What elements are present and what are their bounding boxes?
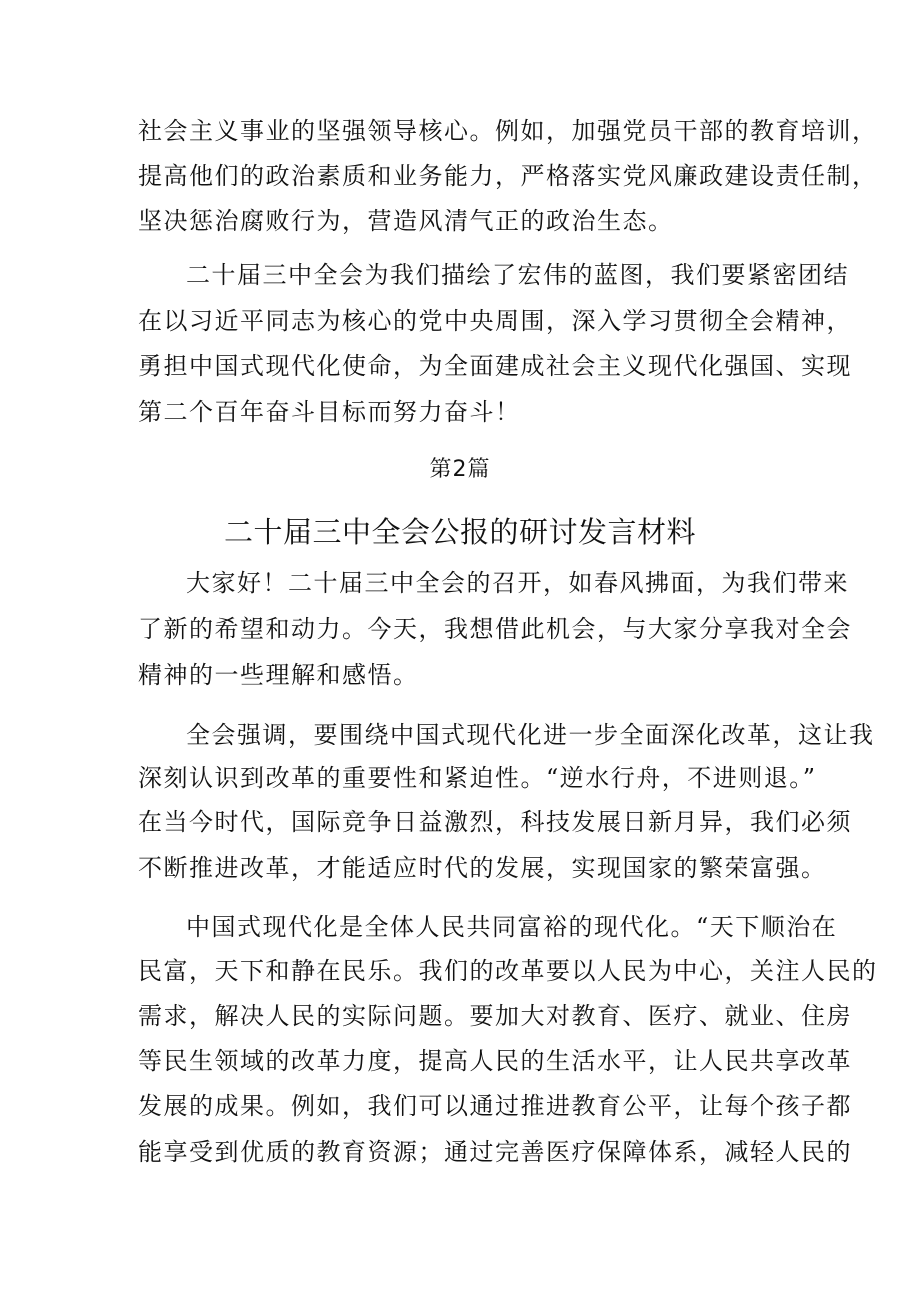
paragraph-line: 在当今时代，国际竞争日益激烈，科技发展日新月异，我们必须 — [138, 808, 852, 836]
section-label: 第2篇 — [429, 457, 491, 482]
paragraph-line: 提高他们的政治素质和业务能力，严格落实党风廉政建设责任制， — [138, 162, 878, 190]
paragraph-line: 社会主义事业的坚强领导核心。例如，加强党员干部的教育培训， — [138, 117, 878, 145]
paragraph-line: 第二个百年奋斗目标而努力奋斗！ — [138, 398, 521, 426]
paragraph-line: 民富，天下和静在民乐。我们的改革要以人民为中心，关注人民的 — [138, 957, 878, 985]
paragraph-line: 不断推进改革，才能适应时代的发展，实现国家的繁荣富强。 — [138, 854, 827, 882]
paragraph-line: 了新的希望和动力。今天，我想借此机会，与大家分享我对全会 — [138, 615, 852, 643]
paragraph-line: 在以习近平同志为核心的党中央周围，深入学习贯彻全会精神， — [138, 307, 852, 335]
paragraph-line: 深刻认识到改革的重要性和紧迫性。“逆水行舟，不进则退。” — [138, 764, 817, 792]
paragraph-line: 中国式现代化是全体人民共同富裕的现代化。“天下顺治在 — [186, 913, 838, 941]
paragraph-line: 能享受到优质的教育资源；通过完善医疗保障体系，减轻人民的 — [138, 1138, 852, 1166]
paragraph-line: 需求，解决人民的实际问题。要加大对教育、医疗、就业、住房 — [138, 1002, 852, 1030]
paragraph-line: 全会强调，要围绕中国式现代化进一步全面深化改革，这让我 — [186, 721, 875, 749]
paragraph-line: 等民生领域的改革力度，提高人民的生活水平，让人民共享改革 — [138, 1047, 852, 1075]
paragraph-line: 坚决惩治腐败行为，营造风清气正的政治生态。 — [138, 207, 674, 235]
document-title: 二十届三中全会公报的研讨发言材料 — [223, 515, 696, 549]
paragraph-line: 大家好！二十届三中全会的召开，如春风拂面，为我们带来 — [186, 569, 849, 597]
paragraph-line: 发展的成果。例如，我们可以通过推进教育公平，让每个孩子都 — [138, 1092, 852, 1120]
paragraph-line: 勇担中国式现代化使命，为全面建成社会主义现代化强国、实现 — [138, 352, 852, 380]
paragraph-line: 二十届三中全会为我们描绘了宏伟的蓝图，我们要紧密团结 — [186, 261, 849, 289]
paragraph-line: 精神的一些理解和感悟。 — [138, 661, 419, 689]
